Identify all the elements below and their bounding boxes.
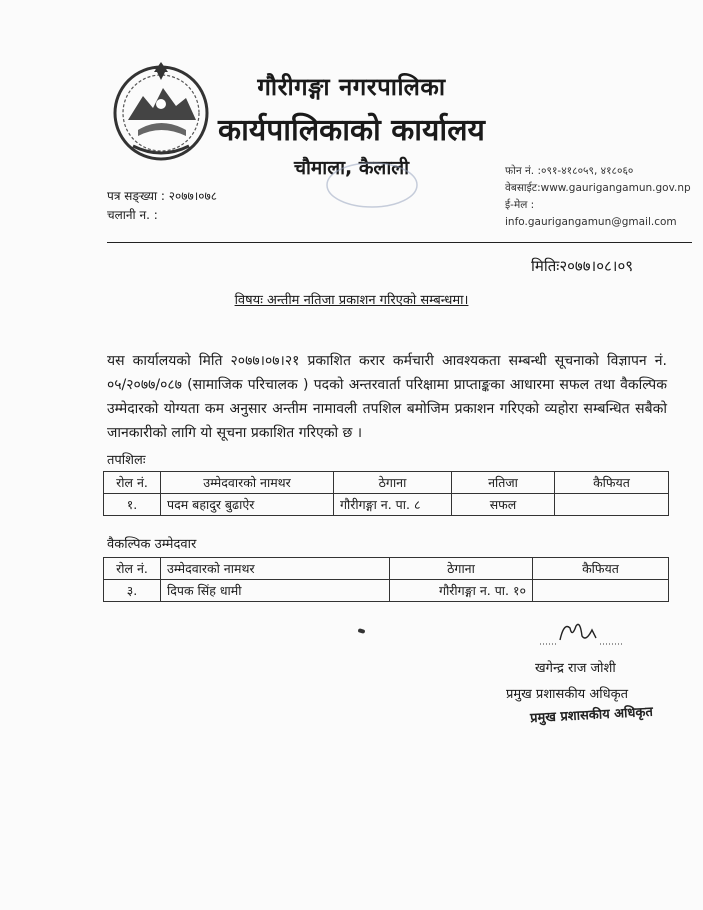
cell-result: सफल — [452, 494, 555, 516]
table-row — [104, 494, 669, 516]
header-divider — [107, 242, 692, 243]
cell-address: गौरीगङ्गा न. पा. ८ — [334, 494, 452, 516]
table-header-row — [104, 558, 669, 580]
table-row — [104, 580, 669, 602]
reference-block — [107, 187, 217, 225]
col-remarks: कैफियत — [533, 558, 669, 580]
col-remarks: कैफियत — [555, 472, 669, 494]
alternate-table — [103, 557, 669, 602]
col-name: उम्मेदवारको नामथर — [161, 472, 334, 494]
table-header-row — [104, 472, 669, 494]
signature-icon — [530, 618, 625, 650]
contact-block — [505, 163, 703, 231]
cell-roll: ३. — [104, 580, 161, 602]
contact-phone: फोन नं. :०९१-४१८०५९, ४१८०६० — [505, 165, 634, 177]
patra-sankhya: पत्र सङ्ख्या : २०७७।०७८ — [107, 189, 217, 203]
municipality-name: गौरीगङ्गा नगरपालिका — [257, 73, 446, 101]
signatory-name: खगेन्द्र राज जोशी — [535, 661, 616, 676]
ink-mark — [358, 628, 366, 634]
office-name: कार्यपालिकाको कार्यालय — [218, 113, 485, 148]
signatory-post: प्रमुख प्रशासकीय अधिकृत — [506, 687, 629, 702]
col-name: उम्मेदवारको नामथर — [161, 558, 390, 580]
contact-website: वेबसाईट:www.gaurigangamun.gov.np — [505, 182, 691, 194]
col-address: ठेगाना — [334, 472, 452, 494]
cell-roll: १. — [104, 494, 161, 516]
result-table — [103, 471, 669, 516]
post-stamp: प्रमुख प्रशासकीय अधिकृत — [529, 704, 654, 727]
contact-email: ई-मेल : info.gaurigangamun@gmail.com — [505, 199, 677, 228]
cell-remarks — [533, 580, 669, 602]
subject-text: विषयः अन्तीम नतिजा प्रकाशन गरिएको सम्बन्धमा। — [234, 293, 469, 308]
cell-name: पदम बहादुर बुढाऐर — [161, 494, 334, 516]
col-result: नतिजा — [452, 472, 555, 494]
alternate-label: वैकल्पिक उम्मेदवार — [107, 537, 197, 552]
col-roll: रोल नं. — [104, 558, 161, 580]
chalani-number: चलानी न. : — [107, 208, 158, 222]
col-address: ठेगाना — [390, 558, 533, 580]
office-location: चौमाला, कैलाली — [293, 157, 410, 179]
letter-date: मितिः२०७७।०८।०९ — [531, 257, 634, 275]
cell-address: गौरीगङ्गा न. पा. १० — [390, 580, 533, 602]
office-seal-icon — [322, 160, 422, 210]
col-roll: रोल नं. — [104, 472, 161, 494]
letter-subject — [0, 290, 703, 308]
letter-body: यस कार्यालयको मिति २०७७।०७।२१ प्रकाशित करार कर्मचारी आवश्यकता सम्बन्धी सूचनाको विज्ञापन नं. ०५/२०७७/०८७ (सामाजिक परिचालक ) पदको अन्तरवार्ता परिक्षामा प्राप्ताङ्कका आधारमा सफल तथा वैकल्पिक उम्मेदारको योग्यता कम अनुसार अन्तीम नामावली तपशिल बमोजिम प्रकाशन गरिएको व्यहोरा सम्बन्धित सबैको जानकारीको लागि यो सूचना प्रकाशित गरिएको छ । — [107, 353, 667, 441]
tapashil-label: तपशिलः — [107, 453, 146, 468]
cell-remarks — [555, 494, 669, 516]
cell-name: दिपक सिंह धामी — [161, 580, 390, 602]
